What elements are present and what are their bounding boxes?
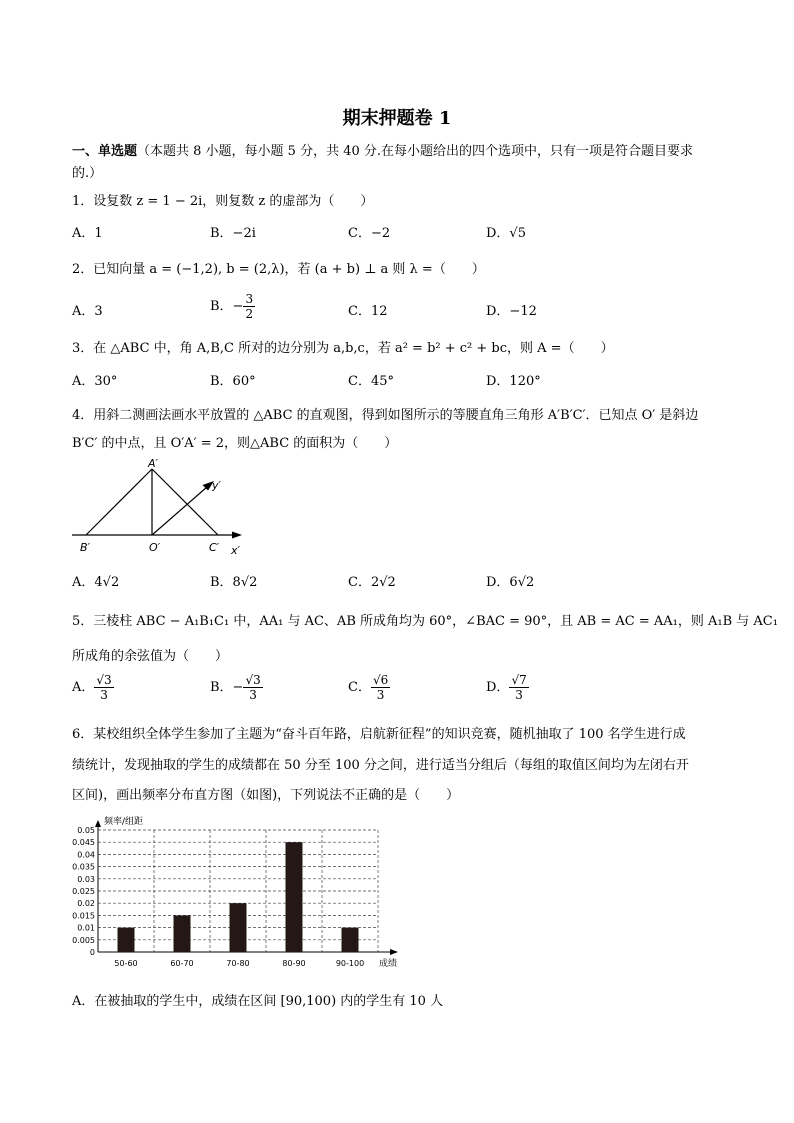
q1-stem: 1．设复数 z = 1 − 2i，则复数 z 的虚部为（ ） xyxy=(72,194,374,209)
q3-option-d[interactable]: D．120° xyxy=(486,374,541,389)
x-tick-label: 70-80 xyxy=(226,959,250,968)
y-tick-label: 0.045 xyxy=(72,838,95,848)
label-b: B′ xyxy=(80,541,91,554)
x-axis-arrow xyxy=(390,949,398,955)
q3-option-b[interactable]: B．60° xyxy=(210,374,256,389)
histogram-labels xyxy=(72,826,364,968)
q5-option-d-label: D． xyxy=(486,680,510,695)
section-heading-label: 一、单选题 xyxy=(72,144,138,159)
q4-option-c[interactable]: C．2√2 xyxy=(348,575,396,590)
y-tick-label: 0.03 xyxy=(77,874,95,884)
q1-option-d[interactable]: D．√5 xyxy=(486,226,526,241)
q5-stem-line2: 所成角的余弦值为（ ） xyxy=(72,649,229,664)
q5-stem-line1: 5．三棱柱 ABC − A₁B₁C₁ 中，AA₁ 与 AC、AB 所成角均为 60°，∠BAC = 90°，且 AB = AC = AA₁，则 A₁B 与 AC₁ xyxy=(72,614,778,629)
y-tick-label: 0 xyxy=(89,948,95,957)
q5-option-a-fraction xyxy=(94,673,113,702)
q5-d-den: 3 xyxy=(515,688,523,702)
q5-b-den: 3 xyxy=(249,688,257,702)
bar-80-90 xyxy=(286,842,303,952)
q4-option-a[interactable]: A．4√2 xyxy=(72,575,120,590)
q5-option-b-fraction xyxy=(243,673,262,702)
q2-option-b-label: B．− xyxy=(210,299,244,314)
q5-option-d-fraction xyxy=(509,673,528,702)
bar-70-80 xyxy=(230,903,247,952)
q5-c-den: 3 xyxy=(376,688,385,702)
segment-b-a xyxy=(86,469,152,535)
segment-a-c xyxy=(152,469,218,535)
q4-stem-line2: B′C′ 的中点，且 O′A′ = 2，则△ABC 的面积为（ ） xyxy=(72,436,398,451)
section-note: （本题共 8 小题，每小题 5 分，共 40 分.在每小题给出的四个选项中，只有一项是符合题目要求 xyxy=(137,144,694,159)
y-tick-label: 0.025 xyxy=(72,887,95,896)
y-axis xyxy=(152,487,207,535)
q5-option-c[interactable] xyxy=(348,673,390,702)
q1-option-c[interactable]: C．−2 xyxy=(348,226,391,241)
q2-option-c[interactable]: C．12 xyxy=(348,304,388,319)
q5-c-num: √6 xyxy=(372,673,389,687)
y-tick-label: 0.035 xyxy=(72,862,95,872)
section-note-cont: 的.） xyxy=(72,166,103,181)
x-tick-label: 80-90 xyxy=(282,959,306,968)
q3-stem: 3．在 △ABC 中，角 A,B,C 所对的边分别为 a,b,c，若 a² = b² + c² + bc，则 A =（ ） xyxy=(72,341,614,356)
q6-stem-line1: 6．某校组织全体学生参加了主题为“奋斗百年路，启航新征程”的知识竞赛，随机抽取了 100 名学生进行成 xyxy=(72,727,686,742)
chart-ylabel: 频率/组距 xyxy=(104,817,144,827)
y-tick-label: 0.01 xyxy=(77,923,95,933)
q5-option-d[interactable] xyxy=(486,673,529,702)
y-tick-label: 0.005 xyxy=(72,935,95,945)
histogram-bars xyxy=(118,842,359,952)
q5-option-a-label: A． xyxy=(72,680,95,695)
q4-option-b[interactable]: B．8√2 xyxy=(210,575,258,590)
q2-frac-num: 3 xyxy=(245,292,254,306)
x-tick-label: 50-60 xyxy=(114,959,138,968)
label-a: A′ xyxy=(148,457,159,470)
q5-option-b[interactable] xyxy=(210,673,263,702)
bar-60-70 xyxy=(174,915,191,952)
q3-option-a[interactable]: A．30° xyxy=(72,374,118,389)
bar-50-60 xyxy=(118,928,135,952)
q4-stem-line1: 4．用斜二测画法画水平放置的 △ABC 的直观图，得到如图所示的等腰直角三角形 A′B′C′．已知点 O′ 是斜边 xyxy=(72,408,699,423)
q1-option-a[interactable]: A．1 xyxy=(72,226,103,241)
q2-option-d[interactable]: D．−12 xyxy=(486,304,537,319)
q6-stem-line3: 区间)，画出频率分布直方图（如图)，下列说法不正确的是（ ） xyxy=(72,788,460,803)
q5-a-den: 3 xyxy=(100,688,108,702)
q5-option-c-fraction xyxy=(371,673,390,702)
x-tick-label: 60-70 xyxy=(170,959,194,968)
label-x: x′ xyxy=(231,544,241,557)
x-axis-arrow xyxy=(232,532,242,539)
q2-option-b[interactable] xyxy=(210,292,255,321)
q2-option-a[interactable]: A．3 xyxy=(72,304,103,319)
label-c: C′ xyxy=(209,541,220,554)
y-axis-arrow xyxy=(95,820,101,827)
q2-stem: 2．已知向量 a = (−1,2), b = (2,λ)，若 (a + b) ⊥ a 则 λ =（ ） xyxy=(72,262,485,277)
q2-option-b-fraction xyxy=(243,292,255,321)
q5-d-num: √7 xyxy=(511,673,527,687)
histogram-chart xyxy=(68,814,408,976)
label-y: y′ xyxy=(212,479,222,492)
q1-option-b[interactable]: B．−2i xyxy=(210,226,256,241)
q5-option-b-label: B．− xyxy=(210,680,244,695)
label-o: O′ xyxy=(149,541,161,554)
section-heading xyxy=(72,140,693,159)
q6-stem-line2: 绩统计，发现抽取的学生的成绩都在 50 分至 100 分之间，进行适当分组后（每组的取值区间均为左闭右开 xyxy=(72,758,689,773)
chart-xlabel: 成绩 xyxy=(379,959,398,969)
q5-b-num: √3 xyxy=(245,673,261,687)
y-tick-label: 0.015 xyxy=(72,911,95,921)
q5-a-num: √3 xyxy=(96,673,112,687)
page-title: 期末押题卷 1 xyxy=(342,108,452,129)
q3-option-c[interactable]: C．45° xyxy=(348,374,394,389)
bar-90-100 xyxy=(342,928,359,952)
q2-frac-den: 2 xyxy=(245,307,254,321)
y-tick-label: 0.02 xyxy=(77,899,95,909)
q4-figure xyxy=(66,456,256,560)
q4-option-d[interactable]: D．6√2 xyxy=(486,575,535,590)
y-tick-label: 0.04 xyxy=(77,850,95,860)
x-tick-label: 90-100 xyxy=(335,959,365,968)
q5-option-a[interactable] xyxy=(72,673,114,702)
q6-option-a[interactable]: A．在被抽取的学生中，成绩在区间 [90,100) 内的学生有 10 人 xyxy=(72,994,444,1009)
y-tick-label: 0.05 xyxy=(77,826,95,835)
q5-option-c-label: C． xyxy=(348,680,371,695)
